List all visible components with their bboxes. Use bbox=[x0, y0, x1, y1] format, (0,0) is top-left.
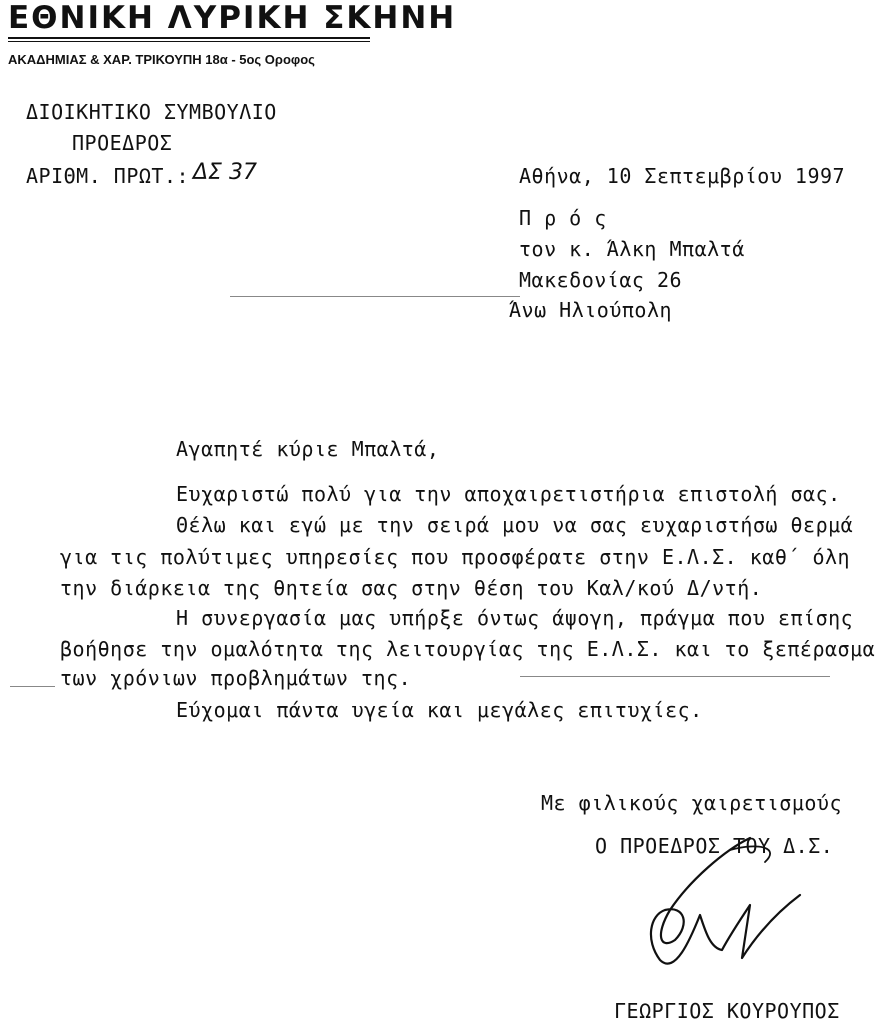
letterhead-address: ΑΚΑΔΗΜΙΑΣ & ΧΑΡ. ΤΡΙΚΟΥΠΗ 18α - 5ος Οροφος bbox=[8, 52, 315, 67]
protocol-label: ΑΡΙΘΜ. ΠΡΩΤ.: bbox=[26, 164, 190, 188]
chairman-heading: ΠΡΟΕΔΡΟΣ bbox=[72, 131, 173, 155]
body-line: Ευχαριστώ πολύ για την αποχαιρετιστήρια επιστολή σας. bbox=[176, 482, 841, 506]
logo-text: ΕΘΝΙΚΗ ΛΥΡΙΚΗ ΣΚΗΝΗ bbox=[8, 0, 457, 36]
body-line: την διάρκεια της θητεία σας στην θέση του Καλ/κού Δ/ντή. bbox=[60, 576, 763, 600]
letter-date: Αθήνα, 10 Σεπτεμβρίου 1997 bbox=[519, 164, 846, 188]
body-line: Θέλω και εγώ με την σειρά μου να σας ευχαριστήσω θερμά bbox=[176, 513, 854, 537]
closing-greeting: Με φιλικούς χαιρετισμούς bbox=[541, 791, 842, 815]
signatory-name: ΓΕΩΡΓΙΟΣ ΚΟΥΡΟΥΠΟΣ bbox=[614, 999, 840, 1023]
letterhead-rule-thin bbox=[8, 41, 370, 42]
scan-artifact-line bbox=[520, 676, 830, 677]
scan-artifact-line bbox=[10, 686, 55, 687]
recipient-to: Π ρ ό ς bbox=[519, 206, 607, 230]
body-line: βοήθησε την ομαλότητα της λειτουργίας της Ε.Λ.Σ. και το ξεπέρασμα bbox=[60, 637, 876, 661]
letterhead-rule bbox=[8, 37, 370, 39]
body-line: των χρόνιων προβλημάτων της. bbox=[60, 666, 412, 690]
recipient-city: Άνω Ηλιούπολη bbox=[509, 298, 673, 322]
board-heading: ΔΙΟΙΚΗΤΙΚΟ ΣΥΜΒΟΥΛΙΟ bbox=[26, 100, 277, 124]
recipient-street: Μακεδονίας 26 bbox=[519, 268, 683, 292]
salutation: Αγαπητέ κύριε Μπαλτά, bbox=[176, 437, 440, 461]
body-line: Εύχομαι πάντα υγεία και μεγάλες επιτυχίες. bbox=[176, 698, 703, 722]
body-line: για τις πολύτιμες υπηρεσίες που προσφέρατε στην Ε.Λ.Σ. καθ΄ όλη bbox=[60, 545, 851, 569]
protocol-number: ΔΣ 37 bbox=[193, 160, 257, 185]
signatory-title: Ο ΠΡΟΕΔΡΟΣ ΤΟΥ Δ.Σ. bbox=[595, 834, 834, 858]
recipient-name: τον κ. Άλκη Μπαλτά bbox=[519, 237, 745, 261]
body-line: Η συνεργασία μας υπήρξε όντως άψογη, πράγμα που επίσης bbox=[176, 606, 854, 630]
scan-artifact-line bbox=[230, 296, 520, 297]
handwritten-signature bbox=[630, 830, 830, 980]
